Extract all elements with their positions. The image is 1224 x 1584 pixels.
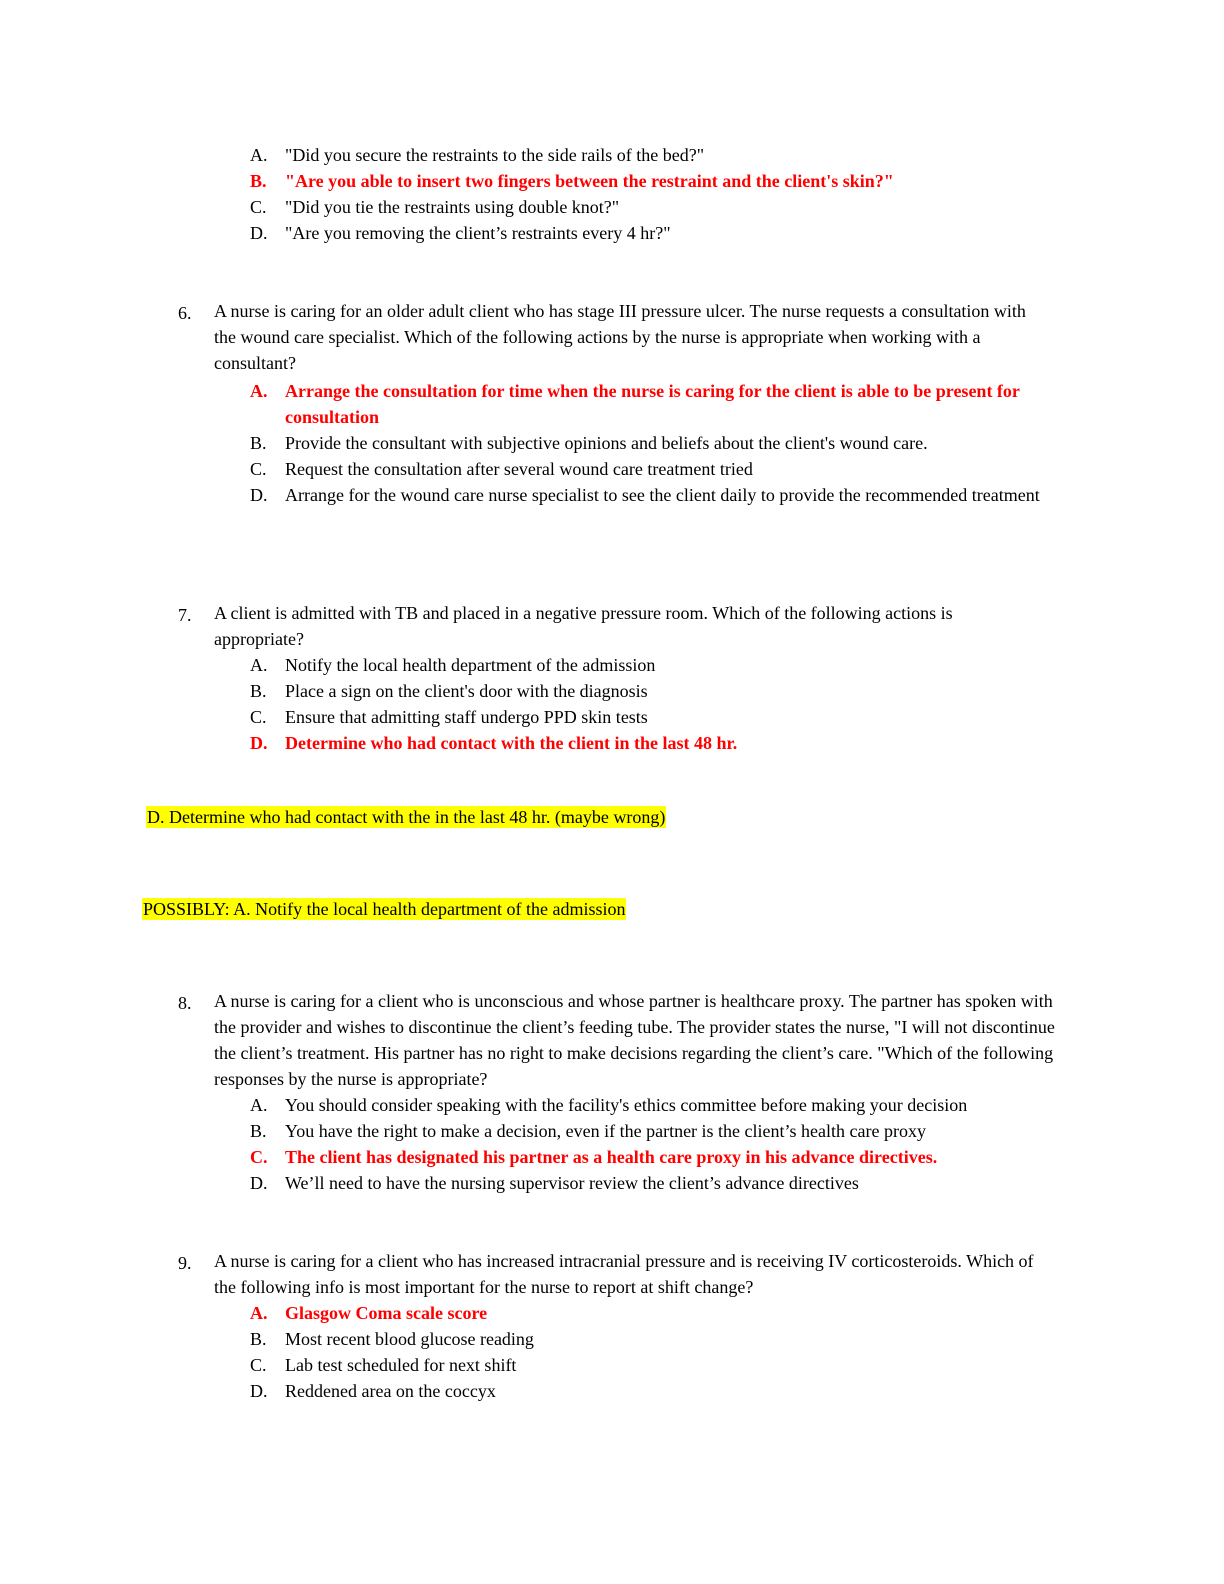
option-text: "Are you able to insert two fingers between the restraint and the client's skin?"	[285, 171, 894, 191]
option-text: Place a sign on the client's door with the diagnosis	[285, 681, 648, 701]
option-text: "Did you secure the restraints to the side rails of the bed?"	[285, 145, 705, 165]
option-text: Most recent blood glucose reading	[285, 1329, 534, 1349]
q9-option-b	[250, 1326, 1070, 1352]
option-text: Lab test scheduled for next shift	[285, 1355, 517, 1375]
option-text: You should consider speaking with the facility's ethics committee before making your decision	[285, 1095, 968, 1115]
question-number: 7.	[178, 605, 192, 625]
q5-option-c	[250, 194, 1070, 220]
q7-option-b	[250, 678, 1070, 704]
option-letter: B.	[250, 171, 267, 191]
option-text: Determine who had contact with the client in the last 48 hr.	[285, 733, 738, 753]
option-letter: D.	[250, 733, 268, 753]
question-number: 6.	[178, 303, 192, 323]
option-text: Arrange for the wound care nurse specialist to see the client daily to provide the recommended treatment	[285, 485, 1040, 505]
question-number: 8.	[178, 993, 192, 1013]
option-text: "Are you removing the client’s restraints every 4 hr?"	[285, 223, 671, 243]
q7-option-a	[250, 652, 1070, 678]
question-number: 9.	[178, 1253, 192, 1273]
q8-option-c-correct	[250, 1144, 1080, 1170]
q5-option-b-correct	[250, 168, 1070, 194]
option-text: You have the right to make a decision, even if the partner is the client’s health care proxy	[285, 1121, 926, 1141]
q7-option-d-correct	[250, 730, 1070, 756]
q9-option-c	[250, 1352, 1070, 1378]
question-stem: A nurse is caring for a client who is unconscious and whose partner is healthcare proxy. The partner has spoken with the provider and wishes to discontinue the client’s feeding tube. The provider states the nurse, "I will not discontinue the client’s treatment. His partner has no right to make decisions regarding the client’s care. "Which of the following responses by the nurse is appropriate?	[214, 991, 1055, 1089]
q6-option-c	[250, 456, 1080, 482]
option-letter: D.	[250, 1381, 268, 1401]
q6-option-a-correct	[250, 378, 1080, 430]
option-letter: D.	[250, 485, 268, 505]
q9-option-d	[250, 1378, 1070, 1404]
question-stem: A nurse is caring for a client who has increased intracranial pressure and is receiving IV corticosteroids. Which of the following info is most important for the nurse to report at shift change?	[214, 1251, 1034, 1297]
q8-option-b	[250, 1118, 1080, 1144]
q5-option-a	[250, 142, 1070, 168]
option-letter: A.	[250, 145, 268, 165]
option-letter: A.	[250, 655, 268, 675]
option-letter: A.	[250, 1095, 268, 1115]
q8-option-d	[250, 1170, 1080, 1196]
option-letter: C.	[250, 1147, 268, 1167]
q6-option-d	[250, 482, 1080, 534]
option-letter: D.	[250, 1173, 268, 1193]
option-letter: C.	[250, 459, 267, 479]
option-letter: C.	[250, 1355, 267, 1375]
option-letter: A.	[250, 1303, 268, 1323]
q7-option-c	[250, 704, 1070, 730]
option-text: Arrange the consultation for time when the nurse is caring for the client is able to be present for consultation	[285, 381, 1020, 427]
option-text: Request the consultation after several wound care treatment tried	[285, 459, 753, 479]
highlighted-note-maybe-wrong: D. Determine who had contact with the in the last 48 hr. (maybe wrong)	[147, 807, 666, 827]
option-text: Reddened area on the coccyx	[285, 1381, 496, 1401]
option-letter: D.	[250, 223, 268, 243]
option-letter: C.	[250, 197, 267, 217]
option-text: Notify the local health department of the admission	[285, 655, 656, 675]
option-letter: B.	[250, 1329, 267, 1349]
option-text: Provide the consultant with subjective opinions and beliefs about the client's wound care.	[285, 433, 928, 453]
option-text: Glasgow Coma scale score	[285, 1303, 488, 1323]
question-stem: A client is admitted with TB and placed in a negative pressure room. Which of the following actions is appropriate?	[214, 603, 953, 649]
highlighted-note-possibly: POSSIBLY: A. Notify the local health department of the admission	[143, 899, 626, 919]
option-text: We’ll need to have the nursing supervisor review the client’s advance directives	[285, 1173, 859, 1193]
option-letter: A.	[250, 381, 268, 401]
option-text: Ensure that admitting staff undergo PPD skin tests	[285, 707, 648, 727]
question-stem: A nurse is caring for an older adult client who has stage III pressure ulcer. The nurse requests a consultation with the wound care specialist. Which of the following actions by the nurse is appropriate when working with a consultant?	[214, 301, 1026, 373]
q6-option-b	[250, 430, 1080, 456]
option-letter: B.	[250, 681, 267, 701]
q8-option-a	[250, 1092, 1080, 1118]
option-letter: B.	[250, 1121, 267, 1141]
option-letter: C.	[250, 707, 267, 727]
option-text: "Did you tie the restraints using double knot?"	[285, 197, 620, 217]
option-letter: B.	[250, 433, 267, 453]
q5-option-d	[250, 220, 1070, 246]
q9-option-a-correct	[250, 1300, 1070, 1326]
option-text: The client has designated his partner as a health care proxy in his advance directives.	[285, 1147, 938, 1167]
